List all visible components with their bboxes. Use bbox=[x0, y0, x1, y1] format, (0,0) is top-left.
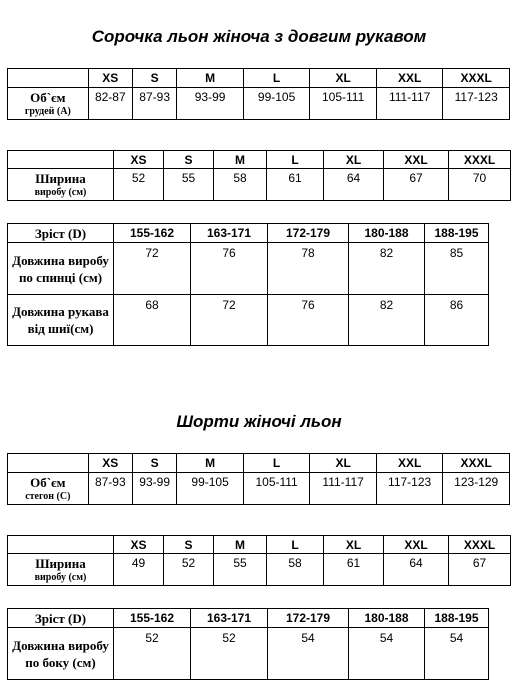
size-header: S bbox=[164, 536, 214, 554]
back-length-value: 78 bbox=[268, 243, 349, 295]
height-header: 180-188 bbox=[349, 609, 425, 628]
row-label: Довжина виробу по спинці (см) bbox=[8, 243, 114, 295]
chest-value: 99-105 bbox=[243, 88, 310, 120]
hips-value: 123-129 bbox=[443, 473, 510, 505]
size-header: XXXL bbox=[449, 536, 511, 554]
shirt-length-table bbox=[7, 223, 489, 346]
header-blank bbox=[8, 69, 89, 88]
size-header: XL bbox=[324, 151, 384, 169]
size-header: XS bbox=[114, 151, 164, 169]
size-header: L bbox=[267, 536, 324, 554]
size-header: XXXL bbox=[443, 69, 510, 88]
height-header: 188-195 bbox=[425, 609, 489, 628]
height-header: 188-195 bbox=[425, 224, 489, 243]
size-header: L bbox=[267, 151, 324, 169]
hips-value: 93-99 bbox=[132, 473, 176, 505]
shirt-width-table bbox=[7, 150, 511, 201]
height-header: 172-179 bbox=[268, 609, 349, 628]
width-value: 61 bbox=[267, 169, 324, 201]
width-value: 64 bbox=[324, 169, 384, 201]
height-header: 155-162 bbox=[114, 609, 191, 628]
size-header: XL bbox=[310, 454, 377, 473]
row-label: Довжина рукава від шиї(см) bbox=[8, 295, 114, 346]
shorts-hips-table bbox=[7, 453, 510, 505]
width-value: 52 bbox=[114, 169, 164, 201]
row-label: Ширина виробу (см) bbox=[8, 169, 114, 201]
back-length-value: 72 bbox=[114, 243, 191, 295]
height-header: 163-171 bbox=[191, 609, 268, 628]
width-value: 64 bbox=[384, 554, 449, 586]
size-header: M bbox=[214, 536, 267, 554]
row-label: Об`єм грудей (А) bbox=[8, 88, 89, 120]
sleeve-length-value: 68 bbox=[114, 295, 191, 346]
hips-value: 105-111 bbox=[243, 473, 310, 505]
width-value: 67 bbox=[449, 554, 511, 586]
width-value: 61 bbox=[324, 554, 384, 586]
width-value: 52 bbox=[164, 554, 214, 586]
header-blank bbox=[8, 151, 114, 169]
size-header: XS bbox=[88, 454, 132, 473]
size-header: XL bbox=[310, 69, 377, 88]
size-header: XXXL bbox=[443, 454, 510, 473]
shorts-width-table bbox=[7, 535, 511, 586]
width-value: 55 bbox=[214, 554, 267, 586]
width-value: 70 bbox=[449, 169, 511, 201]
size-header: XXL bbox=[376, 454, 443, 473]
size-header: M bbox=[177, 69, 244, 88]
hips-value: 111-117 bbox=[310, 473, 377, 505]
height-label: Зріст (D) bbox=[8, 224, 114, 243]
shirt-chest-table bbox=[7, 68, 510, 120]
size-header: XS bbox=[88, 69, 132, 88]
header-blank bbox=[8, 536, 114, 554]
chest-value: 93-99 bbox=[177, 88, 244, 120]
chest-value: 111-117 bbox=[376, 88, 443, 120]
size-header: S bbox=[132, 69, 176, 88]
size-header: M bbox=[177, 454, 244, 473]
size-header: XXL bbox=[384, 536, 449, 554]
size-header: XXL bbox=[384, 151, 449, 169]
chest-value: 117-123 bbox=[443, 88, 510, 120]
side-length-value: 54 bbox=[425, 628, 489, 680]
hips-value: 117-123 bbox=[376, 473, 443, 505]
width-value: 55 bbox=[164, 169, 214, 201]
sleeve-length-value: 76 bbox=[268, 295, 349, 346]
size-header: XXXL bbox=[449, 151, 511, 169]
sleeve-length-value: 82 bbox=[349, 295, 425, 346]
size-header: XL bbox=[324, 536, 384, 554]
width-value: 58 bbox=[267, 554, 324, 586]
header-blank bbox=[8, 454, 89, 473]
height-header: 172-179 bbox=[268, 224, 349, 243]
shirt-title: Сорочка льон жіноча з довгим рукавом bbox=[91, 27, 427, 46]
width-value: 67 bbox=[384, 169, 449, 201]
height-header: 163-171 bbox=[191, 224, 268, 243]
width-value: 49 bbox=[114, 554, 164, 586]
side-length-value: 54 bbox=[268, 628, 349, 680]
row-label: Об`єм стегон (С) bbox=[8, 473, 89, 505]
shorts-length-table bbox=[7, 608, 489, 680]
size-header: S bbox=[164, 151, 214, 169]
shorts-title: Шорти жіночі льон bbox=[176, 412, 342, 431]
width-value: 58 bbox=[214, 169, 267, 201]
size-header: S bbox=[132, 454, 176, 473]
row-label: Довжина виробу по боку (см) bbox=[8, 628, 114, 680]
hips-value: 99-105 bbox=[177, 473, 244, 505]
size-header: L bbox=[243, 454, 310, 473]
chest-value: 82-87 bbox=[88, 88, 132, 120]
size-header: XXL bbox=[376, 69, 443, 88]
side-length-value: 54 bbox=[349, 628, 425, 680]
height-header: 180-188 bbox=[349, 224, 425, 243]
hips-value: 87-93 bbox=[88, 473, 132, 505]
chest-value: 105-111 bbox=[310, 88, 377, 120]
size-header: L bbox=[243, 69, 310, 88]
back-length-value: 85 bbox=[425, 243, 489, 295]
height-header: 155-162 bbox=[114, 224, 191, 243]
sleeve-length-value: 86 bbox=[425, 295, 489, 346]
height-label: Зріст (D) bbox=[8, 609, 114, 628]
back-length-value: 82 bbox=[349, 243, 425, 295]
size-header: XS bbox=[114, 536, 164, 554]
row-label: Ширина виробу (см) bbox=[8, 554, 114, 586]
side-length-value: 52 bbox=[191, 628, 268, 680]
back-length-value: 76 bbox=[191, 243, 268, 295]
sleeve-length-value: 72 bbox=[191, 295, 268, 346]
chest-value: 87-93 bbox=[132, 88, 176, 120]
side-length-value: 52 bbox=[114, 628, 191, 680]
size-header: M bbox=[214, 151, 267, 169]
